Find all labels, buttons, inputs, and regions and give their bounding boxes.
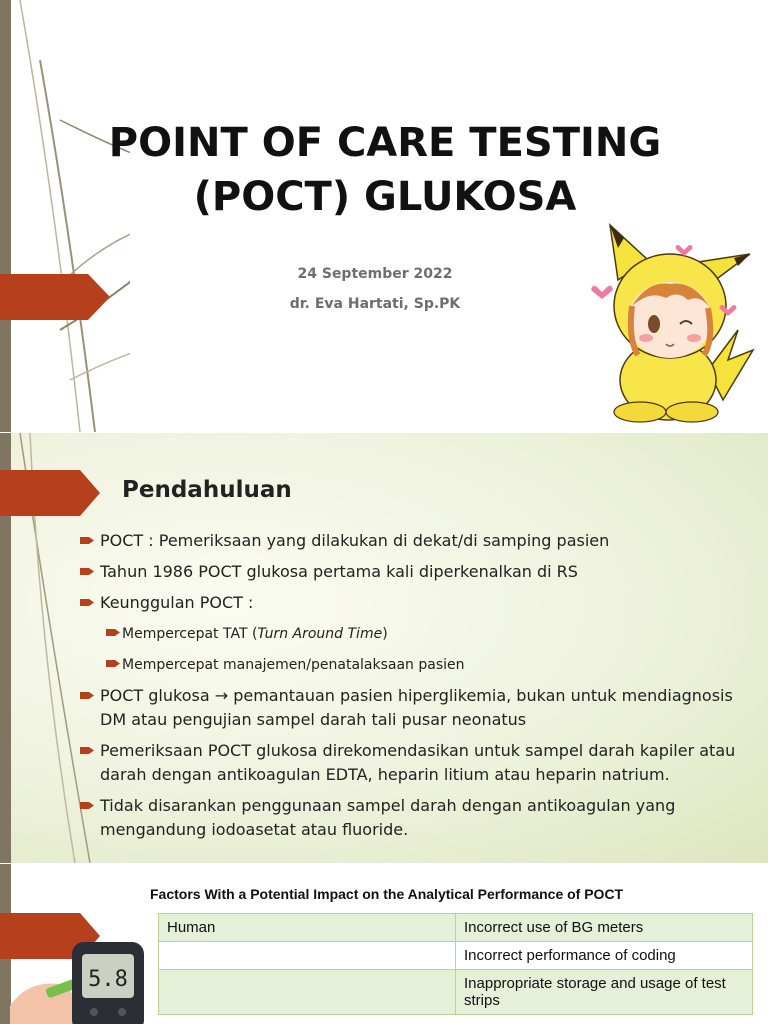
title-line-1: POINT OF CARE TESTING bbox=[108, 120, 662, 166]
accent-arrow-tab bbox=[0, 470, 100, 516]
bullet-item: Pemeriksaan POCT glukosa direkomendasikan untuk sampel darah kapiler atau darah dengan antikoagulan EDTA, heparin litium atau heparin natrium. bbox=[80, 739, 750, 787]
glucose-meter-photo bbox=[10, 936, 150, 1024]
table-title: Factors With a Potential Impact on the Analytical Performance of POCT bbox=[150, 886, 624, 902]
factors-slide bbox=[0, 864, 768, 1024]
bullet-item: POCT glukosa → pemantauan pasien hiperglikemia, bukan untuk mendiagnosis DM atau pengujian sampel darah tali pusar neonatus bbox=[80, 684, 750, 732]
title-slide bbox=[0, 0, 768, 432]
intro-slide bbox=[0, 433, 768, 863]
bullet-item: Keunggulan POCT : bbox=[80, 591, 750, 615]
table-row bbox=[159, 970, 753, 1015]
bullet-list bbox=[80, 529, 750, 849]
table-cell: Inappropriate storage and usage of test strips bbox=[456, 970, 753, 1015]
arrow-bullet-icon bbox=[80, 597, 94, 608]
arrow-bullet-icon bbox=[80, 535, 94, 546]
arrow-bullet-icon bbox=[80, 566, 94, 577]
arrow-bullet-icon bbox=[80, 690, 94, 701]
sub-bullet-item: Mempercepat manajemen/penatalaksaan pasien bbox=[80, 653, 750, 677]
table-cell: Incorrect performance of coding bbox=[456, 942, 753, 970]
bullet-item: POCT : Pemeriksaan yang dilakukan di dekat/di samping pasien bbox=[80, 529, 750, 553]
accent-arrow-tab bbox=[0, 274, 110, 320]
title-line-2: (POCT) GLUKOSA bbox=[193, 174, 577, 220]
bullet-item: Tahun 1986 POCT glukosa pertama kali diperkenalkan di RS bbox=[80, 560, 750, 584]
table-cell bbox=[159, 970, 456, 1015]
slide-title bbox=[60, 116, 710, 224]
arrow-bullet-icon bbox=[80, 745, 94, 756]
slide-heading: Pendahuluan bbox=[122, 477, 292, 503]
table-cell: Human bbox=[159, 914, 456, 942]
sub-bullet-item: Mempercepat TAT (Turn Around Time) bbox=[80, 622, 750, 646]
table-cell: Incorrect use of BG meters bbox=[456, 914, 753, 942]
table-row bbox=[159, 914, 753, 942]
arrow-bullet-icon bbox=[106, 658, 120, 669]
table-row bbox=[159, 942, 753, 970]
arrow-bullet-icon bbox=[80, 800, 94, 811]
meter-reading: 5.8 bbox=[88, 967, 128, 992]
presenter-name: dr. Eva Hartati, Sp.PK bbox=[289, 296, 461, 312]
factors-table bbox=[158, 913, 753, 1015]
presentation-date: 24 September 2022 bbox=[297, 266, 453, 282]
pikachu-girl-illustration bbox=[588, 220, 756, 426]
arrow-bullet-icon bbox=[106, 627, 120, 638]
bullet-item: Tidak disarankan penggunaan sampel darah dengan antikoagulan yang mengandung iodoasetat atau fluoride. bbox=[80, 794, 750, 842]
table-cell bbox=[159, 942, 456, 970]
